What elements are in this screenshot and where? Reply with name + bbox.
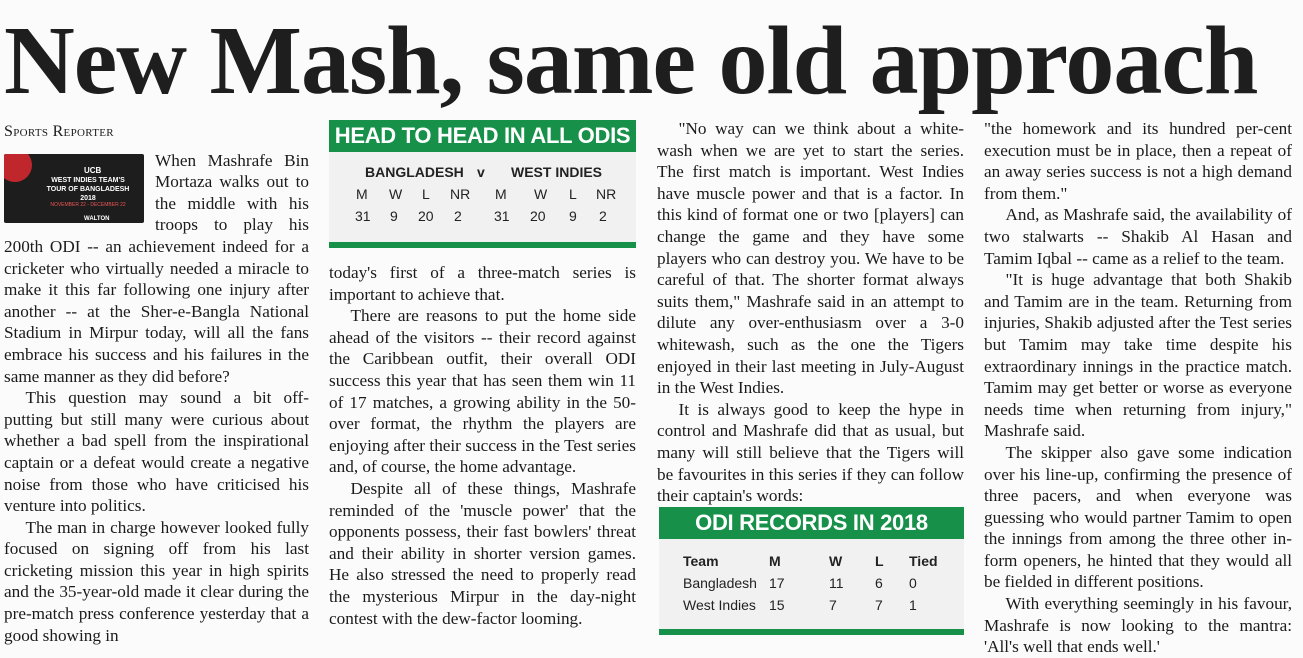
article-column-2 — [329, 262, 636, 629]
h2h-value: 2 — [454, 208, 462, 224]
head-to-head-table — [329, 162, 636, 232]
logo-sponsor: WALTON — [84, 215, 110, 222]
paragraph: There are reasons to put the home side ahead of the visitors -- their record against the Caribbean outfit, their overall ODI success this year that has seen them win 11 of 17 matches, a growing ability in the 50-over format, the rhythm the players are enjoying after their success in the Test series and, of course, the home advantage. — [329, 306, 636, 477]
article-column-3 — [657, 118, 964, 507]
article-column-1 — [4, 118, 309, 646]
head-to-head-title: HEAD TO HEAD IN ALL ODIS — [329, 120, 636, 152]
paragraph: The skipper also gave some indication over his line-up, confirming the presence of three pacers, and when everyone was guessing who would partner Tamim to open the innings from among the three other in-form openers, he hinted that they would all be fielded in different positions. — [984, 442, 1292, 592]
paragraph: And, as Mashrafe said, the availability of two stalwarts -- Shakib Al Hasan and Tamim Iqbal -- came as a relief to the team. — [984, 205, 1292, 268]
odi-cell: 7 — [875, 597, 883, 613]
logo-brand: UCB — [84, 165, 102, 175]
paragraph: "the homework and its hundred per-cent execution must be in place, then a repeat of an away series success is not a high demand from them." — [984, 119, 1292, 203]
odi-header: W — [829, 553, 843, 569]
paragraph: "No way can we think about a white-wash when we are yet to start the series. The first match is important. West Indies have muscle power and that is a factor. In this kind of format one or two [players] can change the game and they have some players who can destroy you. We have to be careful of that. The shorter format always suits them," Mashrafe said in an attempt to dilute any over-enthusiasm over a 3-0 whitewash, such as the one the Tigers enjoyed in their last meeting in July-August in the West Indies. — [657, 119, 964, 398]
odi-header: Team — [683, 553, 719, 569]
h2h-header: L — [422, 186, 430, 202]
logo-title-line2: TOUR OF BANGLADESH 2018 — [46, 185, 130, 202]
h2h-value: 31 — [355, 208, 371, 224]
h2h-value: 31 — [494, 208, 510, 224]
paragraph: today's first of a three-match series is important to achieve that. — [329, 263, 636, 304]
versus-label: v — [477, 164, 485, 180]
odi-header: Tied — [909, 553, 938, 569]
odi-records-table — [659, 551, 964, 621]
odi-cell: West Indies — [683, 597, 756, 613]
paragraph: It is always good to keep the hype in control and Mashrafe did that as usual, but many will still believe that the Tigers will be favourites in this series if they can follow their captain's words: — [657, 399, 964, 506]
h2h-value: 9 — [569, 208, 577, 224]
h2h-header: M — [495, 186, 507, 202]
team1-name: BANGLADESH — [365, 164, 464, 180]
odi-cell: 15 — [769, 597, 785, 613]
odi-records-box — [659, 507, 964, 635]
h2h-header: W — [389, 186, 403, 202]
odi-cell: Bangladesh — [683, 575, 757, 591]
odi-cell: 7 — [829, 597, 837, 613]
paragraph: With everything seemingly in his favour, Mashrafe is now looking to the mantra: 'All's well that ends well.' — [984, 594, 1292, 657]
head-to-head-box — [329, 120, 636, 248]
h2h-value: 20 — [530, 208, 546, 224]
cricket-ball-icon — [4, 154, 32, 182]
odi-records-title: ODI RECORDS IN 2018 — [659, 507, 964, 539]
h2h-value: 20 — [418, 208, 434, 224]
paragraph: "It is huge advantage that both Shakib and Tamim are in the team. Returning from injuries, Shakib adjusted after the Test series but Tamim may take time despite his extraordinary innings in the practice match. Tamim may get better or worse as everyone needs time when returning from injury," Mashrafe said. — [984, 270, 1292, 441]
odi-cell: 11 — [829, 575, 844, 591]
box-footer-bar — [329, 242, 636, 248]
odi-cell: 6 — [875, 575, 883, 591]
h2h-header: M — [356, 186, 368, 202]
odi-cell: 17 — [769, 575, 785, 591]
h2h-header: NR — [450, 186, 471, 202]
paragraph: When Mashrafe Bin Mortaza walks out to the middle with his troops to play his 200th ODI -- an achievement indeed for a cricketer who virtually needed a miracle to make it this far following one injury after another -- at the Sher-e-Bangla National Stadium in Mirpur today, will all the fans embrace his success and his failures in the same manner as they did before? — [4, 150, 309, 386]
paragraph: This question may sound a bit off-putting but still many were curious about whether a bad spell from the inspirational captain or a defeat would create a negative noise from those who have criticised his venture into politics. — [4, 388, 309, 516]
byline: Sports Reporter — [4, 123, 114, 140]
h2h-value: 9 — [390, 208, 398, 224]
paragraph: The man in charge however looked fully focused on signing off from his last cricketing mission this year in high spirits and the 35-year-old made it clear during the pre-match press conference yesterday that a good showing in — [4, 517, 309, 645]
odi-header: M — [769, 553, 781, 569]
series-logo — [4, 154, 147, 223]
odi-cell: 0 — [909, 575, 917, 591]
h2h-value: 2 — [599, 208, 607, 224]
h2h-header: NR — [596, 186, 617, 202]
headline: New Mash, same old approach — [4, 7, 1258, 115]
logo-dates: NOVEMBER 22 - DECEMBER 22 — [50, 201, 126, 208]
odi-cell: 1 — [909, 597, 917, 613]
box-footer-bar — [659, 629, 964, 635]
h2h-header: W — [534, 186, 548, 202]
logo-title-line1: WEST INDIES TEAM'S — [51, 176, 125, 184]
article-column-4 — [984, 118, 1292, 658]
team2-name: WEST INDIES — [511, 164, 603, 180]
odi-header: L — [875, 553, 884, 569]
h2h-header: L — [569, 186, 577, 202]
paragraph: Despite all of these things, Mashrafe reminded of the 'muscle power' that the opponents possess, their fast bowlers' threat and their ability in shorter version games. He also stressed the need to properly read the mysterious Mirpur in the day-night contest with the dew-factor looming. — [329, 478, 636, 628]
